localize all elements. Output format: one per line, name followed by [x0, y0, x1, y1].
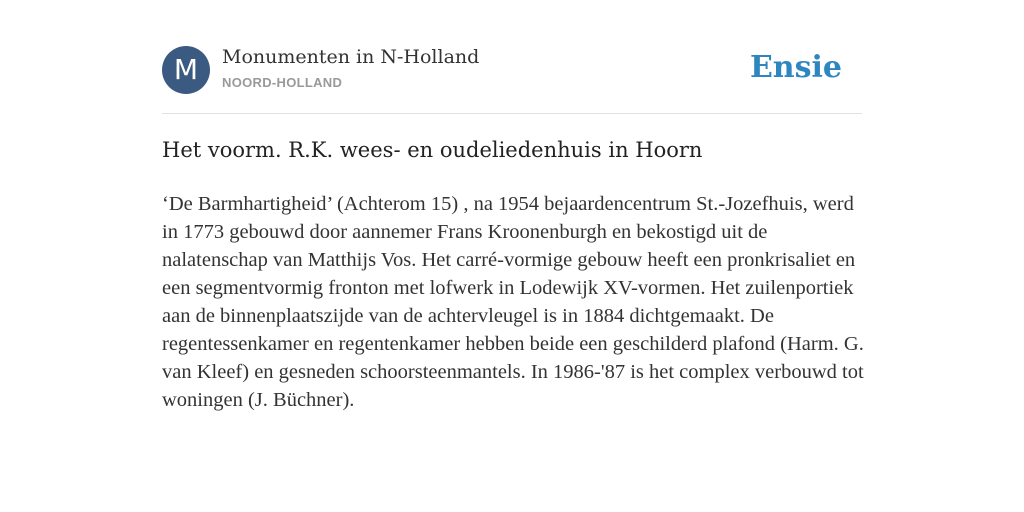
avatar[interactable]: M: [162, 46, 210, 94]
source-region: NOORD-HOLLAND: [222, 75, 343, 90]
article-body: ‘De Barmhartigheid’ (Achterom 15) , na 1954 bejaardencentrum St.-Jozefhuis, werd in 1773 gebouwd door aannemer Frans Kroonenburgh en bekostigd uit de nalatenschap van Matthijs Vos. Het carré-vormige gebouw heeft een pronkrisaliet en een segmentvormig fronton met lofwerk in Lodewijk XV-vormen. Het zuilenportiek aan de binnenplaatszijde van de achtervleugel is in 1884 dichtgemaakt. De regentessenkamer en regentenkamer hebben beide een geschilderd plafond (Harm. G. van Kleef) en gesneden schoorsteenmantels. In 1986-'87 is het complex verbouwd tot woningen (J. Büchner).: [162, 193, 864, 411]
definition-card: [162, 0, 862, 512]
card-header: [162, 46, 862, 96]
divider: [162, 113, 862, 114]
brand-logo[interactable]: Ensie: [749, 50, 842, 85]
source-name[interactable]: Monumenten in N-Holland: [222, 46, 480, 68]
article-title: Het voorm. R.K. wees- en oudeliedenhuis in Hoorn: [162, 138, 703, 162]
